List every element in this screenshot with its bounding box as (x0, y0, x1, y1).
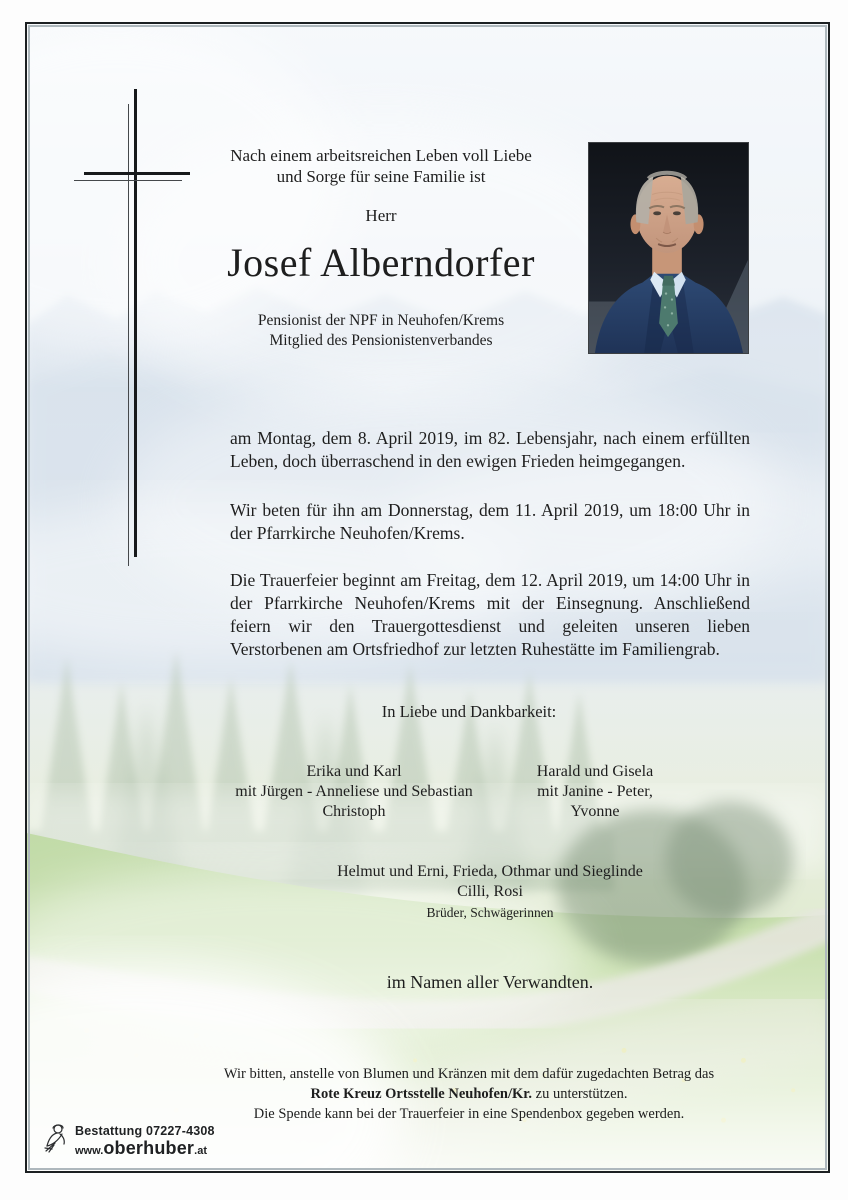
siblings-caption: Brüder, Schwägerinnen (426, 905, 554, 920)
closing-line: im Namen aller Verwandten. (386, 972, 594, 992)
deceased-name: Josef Alberndorfer (227, 240, 535, 285)
url-name: oberhuber (103, 1137, 195, 1158)
url-suffix: .at (194, 1144, 207, 1157)
intro-line-2: und Sorge für seine Familie ist (276, 167, 486, 186)
funeral-home-phone: Bestattung 07227-4308 (75, 1124, 215, 1138)
funeral-home-website (75, 1139, 215, 1158)
mourner-line: Erika und Karl (306, 763, 402, 780)
mourner-line: mit Jürgen - Anneliese und Sebastian (235, 783, 473, 800)
donation-block (144, 1064, 794, 1124)
paragraph-funeral: Die Trauerfeier beginnt am Freitag, dem 12. April 2019, um 14:00 Uhr in der Pfarrkirche Neuhofen/Krems mit der Einsegnung. Anschließend feiern wir den Trauergottesdienst und geleiten unseren lieben Verstorbenen am Ortsfriedhof zur letzten Ruhestätte im Familiengrab. (230, 570, 750, 659)
donation-line-3: Die Spende kann bei der Trauerfeier in eine Spendenbox gegeben werden. (253, 1106, 685, 1122)
notice-paragraphs (230, 427, 750, 661)
gratitude-heading: In Liebe und Dankbarkeit: (381, 702, 557, 721)
mourner-line: Harald und Gisela (536, 763, 654, 780)
subtitle-line-2: Mitglied des Pensionistenverbandes (269, 332, 493, 349)
siblings-line-1: Helmut und Erni, Frieda, Othmar und Sieglinde (337, 863, 643, 880)
salutation: Herr (365, 206, 397, 225)
intro-line-1: Nach einem arbeitsreichen Leben voll Liebe (230, 146, 532, 165)
obituary-card (25, 22, 830, 1173)
subtitle-line-1: Pensionist der NPF in Neuhofen/Krems (257, 312, 505, 329)
mourner-line: Christoph (322, 803, 386, 820)
donation-line-2-rest: zu unterstützen. (532, 1086, 628, 1102)
siblings-block (240, 862, 740, 921)
siblings-line-2: Cilli, Rosi (457, 883, 523, 900)
donation-recipient: Rote Kreuz Ortsstelle Neuhofen/Kr. (310, 1086, 533, 1102)
oberhuber-logo-icon (43, 1122, 70, 1153)
donation-line-2 (144, 1084, 794, 1104)
mourner-line: mit Janine - Peter, (537, 783, 653, 800)
header-block (131, 145, 631, 351)
footer-text (75, 1122, 215, 1158)
paragraph-prayer: Wir beten für ihn am Donnerstag, dem 11. April 2019, um 18:00 Uhr in der Pfarrkirche Neuhofen/Krems. (230, 500, 750, 543)
mourners-column-right (475, 762, 715, 822)
mourners-column-left (214, 762, 494, 822)
funeral-home-footer (43, 1122, 303, 1158)
paragraph-death: am Montag, dem 8. April 2019, im 82. Lebensjahr, nach einem erfüllten Leben, doch überraschend in den ewigen Frieden heimgegangen. (230, 428, 750, 471)
donation-line-1: Wir bitten, anstelle von Blumen und Kränzen mit dem dafür zugedachten Betrag das (223, 1066, 715, 1082)
mourner-line: Yvonne (570, 803, 620, 820)
url-prefix: www. (75, 1144, 104, 1157)
